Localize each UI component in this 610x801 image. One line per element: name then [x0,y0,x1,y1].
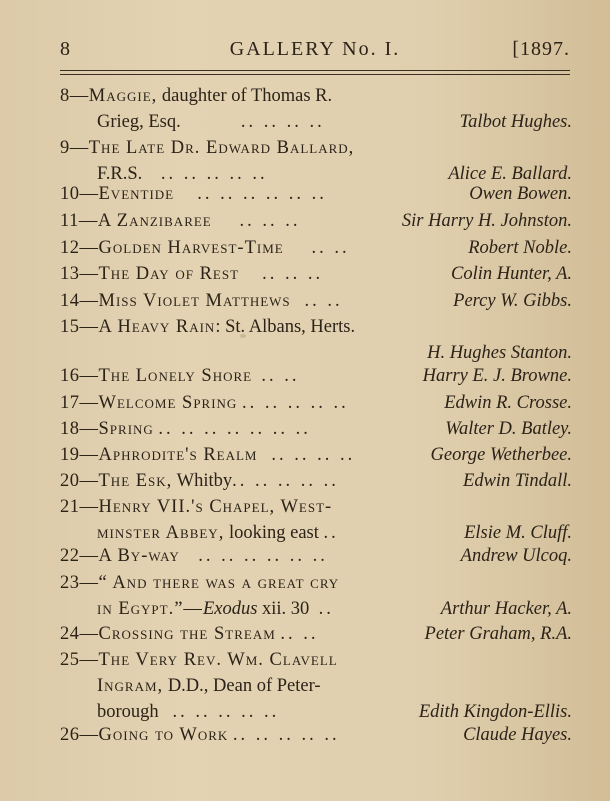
entry-title: A Zanzibaree [97,211,212,231]
entry-title: A Heavy Rain [98,317,216,337]
catalogue-entry-10 [60,181,572,207]
artist-name: Elsie M. Cluff. [464,523,572,543]
entry-title: Spring [98,419,154,439]
catalogue-entry-20 [60,468,572,494]
entry-title-cont: minster Abbey, [97,523,225,543]
gallery-title: GALLERY No. I. [229,38,401,60]
catalogue-entry-19 [60,442,572,468]
catalogue-entry-15 [60,314,572,366]
leader-dots: .. .. .. .. .. .. .. [158,419,311,439]
artist-name: Harry E. J. Browne. [422,366,572,386]
catalogue-entry-14 [60,288,572,314]
leader-dots: .. .. [311,238,350,258]
catalogue-entry-23 [60,570,572,622]
entry-title: Welcome Spring [98,393,238,413]
entry-title: Eventide [98,184,175,204]
leader-dots: .. .. .. .. .. [241,393,349,413]
artist-name: George Wetherbee. [430,445,572,465]
entry-title-cont: looking east [224,523,319,543]
artist-name: Talbot Hughes. [459,112,572,132]
entry-number: 15— [60,317,99,337]
artist-name: Alice E. Ballard. [448,164,572,184]
artist-name: Andrew Ulcoq. [460,546,572,566]
leader-dots: .. .. .. .. [240,112,325,132]
entry-title-cont: daughter of Thomas R. [157,86,333,106]
entry-number: 21— [60,497,99,517]
artist-name: Claude Hayes. [463,725,572,745]
entry-number: 22— [60,546,99,566]
entry-title: Miss Violet Matthews [98,291,291,311]
entry-number: 18— [60,419,99,439]
entry-number: 8— [60,86,89,106]
entry-number: 10— [60,184,99,204]
entry-title-cont: xii. 30 [257,599,310,619]
catalogue-entry-16 [60,363,572,389]
header-rule-top [60,70,570,71]
entry-title: The Late Dr. Edward Ballard, [88,138,355,158]
entry-number: 26— [60,725,99,745]
artist-name: Owen Bowen. [469,184,572,204]
leader-dots: .. .. .. .. .. .. [198,546,328,566]
catalogue-entry-21 [60,494,572,546]
entry-title: The Very Rev. Wm. Clavell [98,650,338,670]
entry-number: 20— [60,471,99,491]
bible-reference: Exodus [202,599,258,619]
artist-name: Robert Noble. [468,238,572,258]
entry-number: 24— [60,624,99,644]
entry-subtitle: : St. Albans, Herts. [215,317,356,337]
page-number: 8 [60,38,71,60]
leader-dots: .. .. .. [239,211,301,231]
entry-title-cont: in Egypt.”— [97,599,203,619]
entry-title: Henry VII.'s Chapel, West- [98,497,333,517]
entry-title-cont: F.R.S. [97,164,143,184]
leader-dots: .. .. .. .. .. [172,702,280,722]
artist-name: Sir Harry H. Johnston. [401,211,572,231]
artist-name: Colin Hunter, A. [451,264,572,284]
artist-name: Percy W. Gibbs. [453,291,572,311]
entry-title-cont: Grieg, Esq. [97,112,181,132]
artist-name: Arthur Hacker, A. [440,599,572,619]
leader-dots: .. [318,599,334,619]
catalogue-entry-22 [60,543,572,569]
entry-number: 9— [60,138,89,158]
leader-dots: .. .. .. [262,264,324,284]
catalogue-entry-13 [60,261,572,287]
entry-title: The Day of Rest [98,264,240,284]
leader-dots: .. .. .. .. [271,445,356,465]
page-header [60,38,570,68]
leader-dots: .. .. [261,366,300,386]
catalogue-entry-18 [60,416,572,442]
entry-number: 11— [60,211,98,231]
catalogue-entry-11 [60,208,572,234]
catalogue-entry-12 [60,235,572,261]
catalogue-entry-9 [60,135,572,187]
year: [1897. [512,38,570,60]
catalogue-entry-24 [60,621,572,647]
entry-title: A By-way [98,546,180,566]
catalogue-entry-17 [60,390,572,416]
entry-title-cont: D.D., Dean of Peter- [163,676,321,696]
entry-title: “ And there was a great cry [98,573,340,593]
entry-title: Going to Work [98,725,229,745]
artist-name: Edwin R. Crosse. [444,393,572,413]
leader-dots: .. .. [304,291,343,311]
entry-number: 17— [60,393,99,413]
catalogue-entry-25 [60,647,572,725]
leader-dots: .. .. .. .. .. [160,164,268,184]
leader-dots: .. .. .. .. .. .. [197,184,327,204]
entry-number: 12— [60,238,99,258]
entry-number: 19— [60,445,99,465]
entry-number: 25— [60,650,99,670]
entry-title: The Esk, [98,471,173,491]
entry-subtitle: Whitby [172,471,233,491]
entry-title: The Lonely Shore [98,366,253,386]
header-rule-bottom [60,74,570,75]
entry-number: 14— [60,291,99,311]
artist-name: Edith Kingdon-Ellis. [418,702,572,722]
entry-title: Crossing the Stream [98,624,276,644]
entry-number: 16— [60,366,99,386]
leader-dots: .. .. [280,624,319,644]
entry-number: 23— [60,573,99,593]
catalogue-entry-8 [60,83,572,135]
entry-title-cont: Ingram, [97,676,164,696]
leader-dots: .. [323,523,339,543]
catalogue-entry-26 [60,722,572,748]
artist-name: Walter D. Batley. [445,419,572,439]
artist-name: Peter Graham, R.A. [424,624,572,644]
artist-name: H. Hughes Stanton. [427,343,572,363]
leader-dots: .. .. .. .. .. [232,471,339,491]
entry-title: Aphrodite's Realm [98,445,258,465]
leader-dots: .. .. .. .. .. [232,725,340,745]
entry-title: Maggie, [88,86,158,106]
entry-title: Golden Harvest-Time [98,238,284,258]
artist-name: Edwin Tindall. [463,471,572,491]
entry-number: 13— [60,264,99,284]
entry-title-cont: borough [97,702,159,722]
